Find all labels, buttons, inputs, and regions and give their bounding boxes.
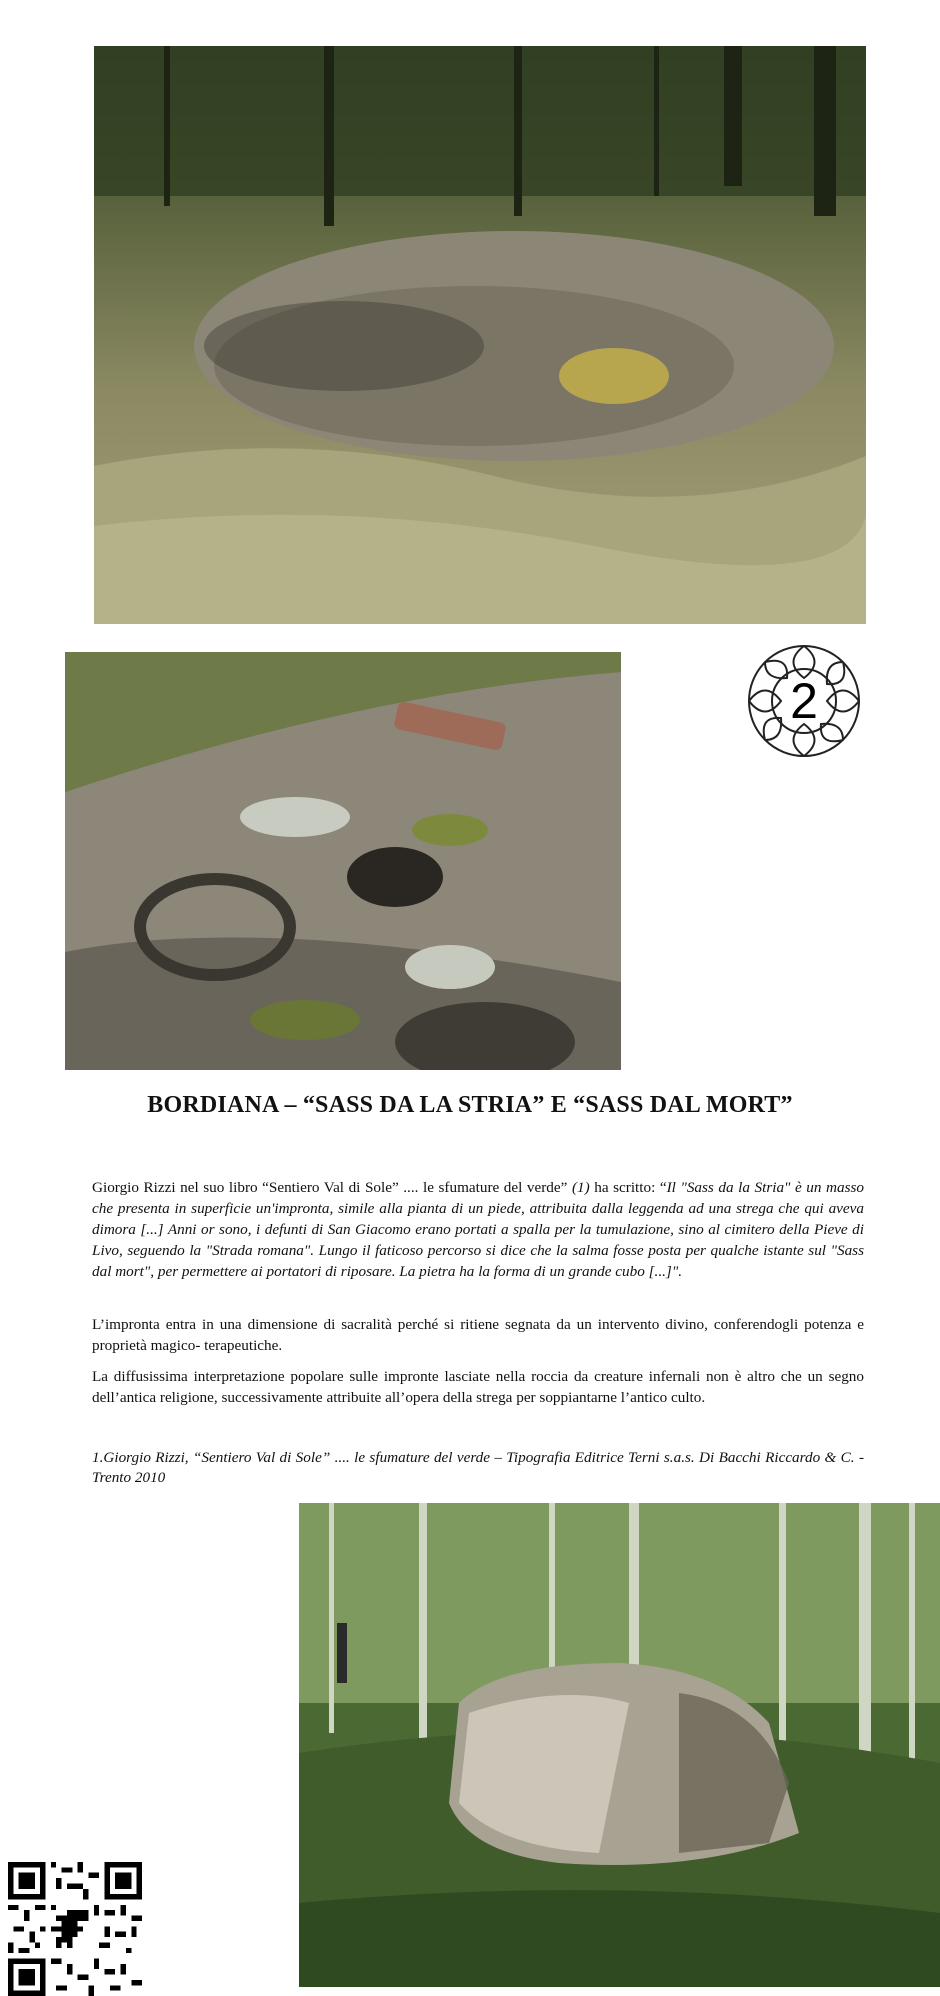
p1-quote: Il "Sass da la Stria" è un masso che presenta in superficie un'impronta, simile alla pianta di un piede, attribuita dalla leggenda ad una strega che qui aveva dimora [...] Anni or sono, i defunti di San Giacomo erano portati a spalla per la tumulazione, sino al cimitero della Pieve di Livo, seguendo la "Strada romana". Lungo il faticoso percorso si dice che la salma fosse posta per qualche istante sul "Sass dal mort", per permettere ai portatori di riposare. La pietra ha la forma di un grande cubo [...]".: [92, 1179, 864, 1280]
photo-flat-rock-woods: [94, 46, 866, 624]
celtic-knot-icon: [745, 642, 863, 760]
photo-rock-footprint: [65, 652, 621, 1070]
p1-lead: Giorgio Rizzi nel suo libro “Sentiero Val di Sole” .... le sfumature del verde”: [92, 1179, 572, 1196]
photo-boulder-forest: [299, 1503, 940, 1987]
p1-mid: ha scritto: “: [589, 1179, 667, 1196]
paragraph-quote: [92, 1177, 864, 1282]
page-title: BORDIANA – “SASS DA LA STRIA” E “SASS DAL MORT”: [147, 1092, 793, 1118]
p1-ref: (1): [571, 1179, 590, 1196]
qr-code-icon: [8, 1862, 142, 1996]
emblem-number: 2: [790, 673, 818, 729]
footnote: 1.Giorgio Rizzi, “Sentiero Val di Sole” .... le sfumature del verde – Tipografia Editrice Terni s.a.s. Di Bacchi Riccardo & C. - Trento 2010: [92, 1449, 864, 1486]
paragraph-sacrality: L’impronta entra in una dimensione di sacralità perché si ritiene segnata da un intervento divino, conferendogli potenza e proprietà magico- terapeutiche.: [92, 1316, 864, 1354]
paragraph-interpretation: La diffusissima interpretazione popolare sulle impronte lasciate nella roccia da creature infernali non è altro che un segno dell’antica religione, successivamente attribuite all’opera della strega per soppiantarne l’antico culto.: [92, 1368, 864, 1406]
